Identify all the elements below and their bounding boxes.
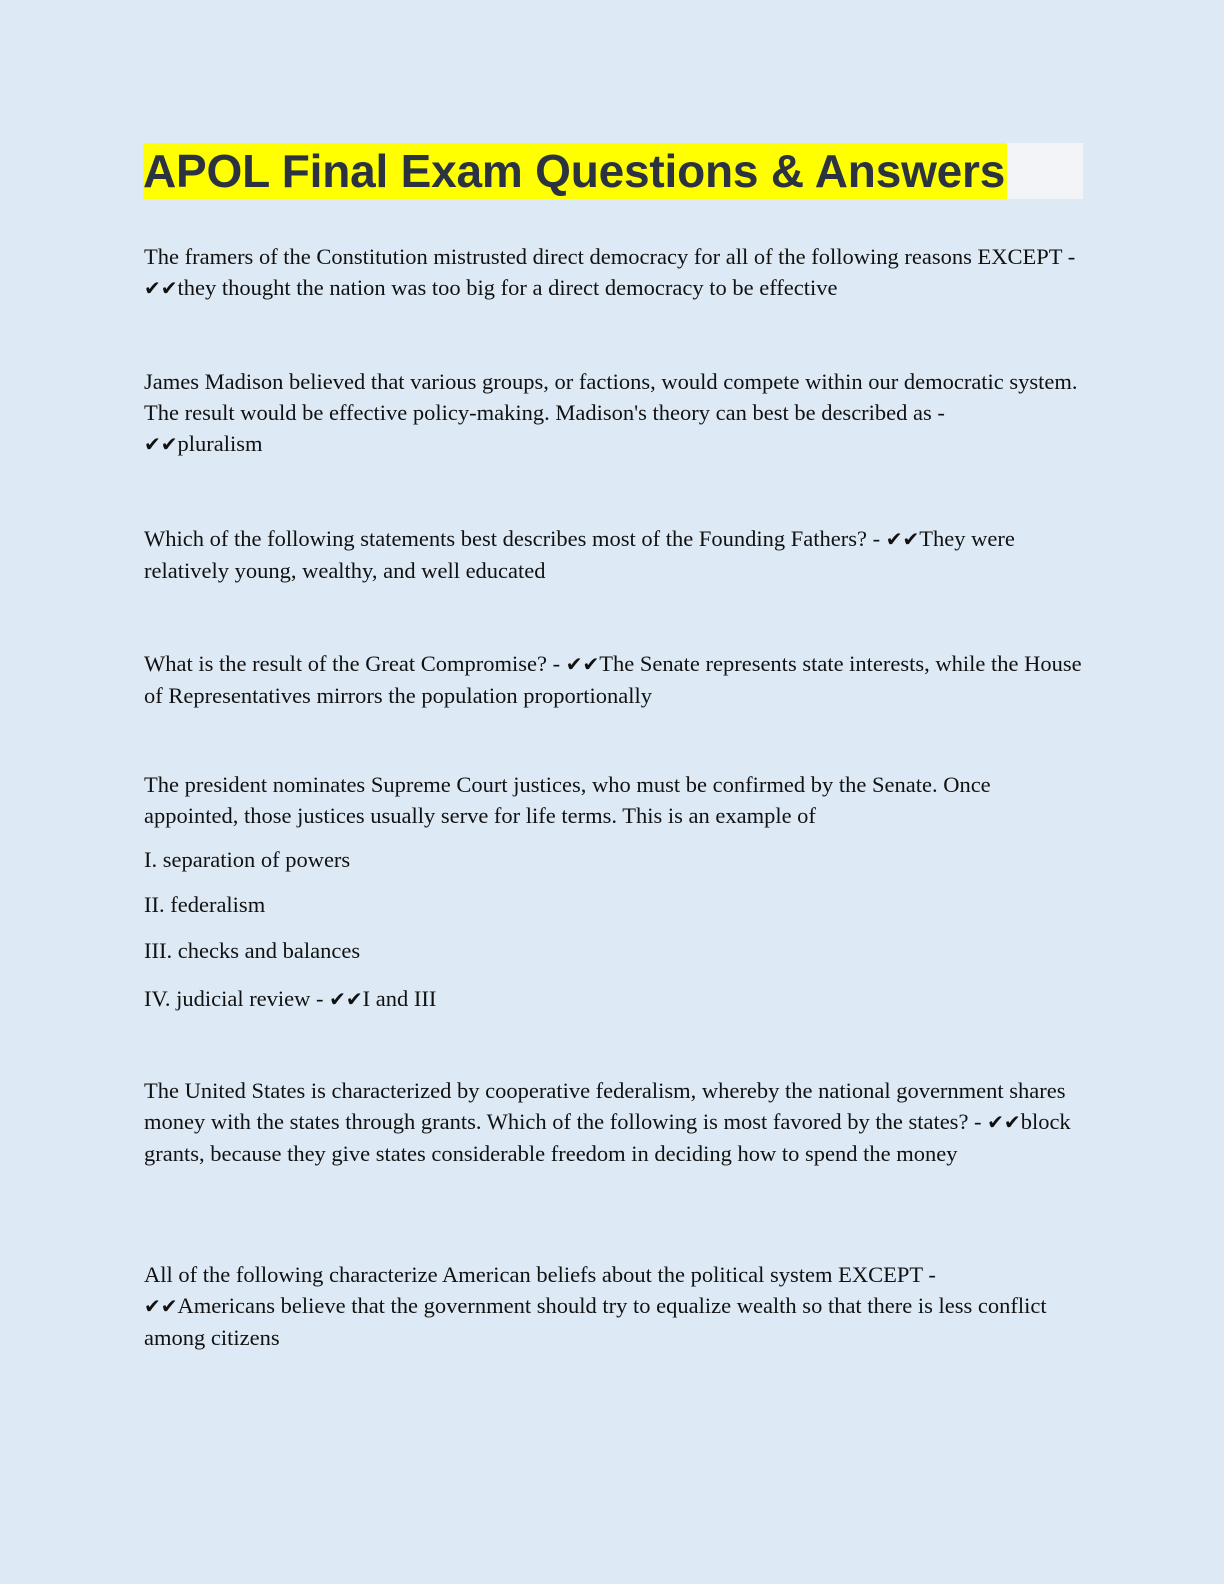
answer-text: They were relatively young, wealthy, and well educated <box>144 526 1015 583</box>
qa-item-7 <box>144 1259 1089 1353</box>
option-4 <box>144 983 1089 1015</box>
double-check-icon: ✔✔ <box>987 1110 1021 1134</box>
title-banner <box>143 143 1083 199</box>
double-check-icon: ✔✔ <box>144 432 178 456</box>
double-check-icon: ✔✔ <box>329 987 363 1011</box>
option-1: I. separation of powers <box>144 847 351 872</box>
qa-item-6 <box>144 1075 1089 1169</box>
question-text: The United States is characterized by cooperative federalism, whereby the national government shares money with the states through grants. Which of the following is most favored by the states? - <box>144 1078 1066 1134</box>
page-title: APOL Final Exam Questions & Answers <box>143 145 1006 197</box>
question-text: The framers of the Constitution mistrusted direct democracy for all of the following reasons EXCEPT - <box>144 244 1076 269</box>
option-3: III. checks and balances <box>144 938 361 963</box>
question-text: All of the following characterize American beliefs about the political system EXCEPT - <box>144 1262 936 1287</box>
qa-item-1 <box>144 241 1089 304</box>
answer-text: Americans believe that the government should try to equalize wealth so that there is less conflict among citizens <box>144 1293 1047 1350</box>
qa-item-4 <box>144 648 1089 711</box>
qa-item-5-question <box>144 769 1089 831</box>
qa-item-3 <box>144 523 1089 586</box>
double-check-icon: ✔✔ <box>144 1294 178 1318</box>
question-text: The president nominates Supreme Court justices, who must be confirmed by the Senate. Once appointed, those justices usually serve for life terms. This is an example of <box>144 772 991 828</box>
double-check-icon: ✔✔ <box>144 276 178 300</box>
question-text: James Madison believed that various groups, or factions, would compete within our democratic system. The result would be effective policy-making. Madison's theory can best be described as - <box>144 369 1078 425</box>
question-text: What is the result of the Great Compromise? - <box>144 651 566 676</box>
answer-text: they thought the nation was too big for a direct democracy to be effective <box>177 275 838 300</box>
answer-text: block grants, because they give states considerable freedom in deciding how to spend the money <box>144 1109 1071 1166</box>
question-text: Which of the following statements best describes most of the Founding Fathers? - <box>144 526 886 551</box>
answer-text: I and III <box>362 986 437 1011</box>
option-2: II. federalism <box>144 892 266 917</box>
option-text: IV. judicial review - <box>144 986 330 1011</box>
qa-item-2 <box>144 366 1089 460</box>
double-check-icon: ✔✔ <box>565 652 600 676</box>
answer-text: pluralism <box>177 431 263 456</box>
answer-text: The Senate represents state interests, while the House of Representatives mirrors the population proportionally <box>144 651 1082 708</box>
double-check-icon: ✔✔ <box>885 527 920 551</box>
